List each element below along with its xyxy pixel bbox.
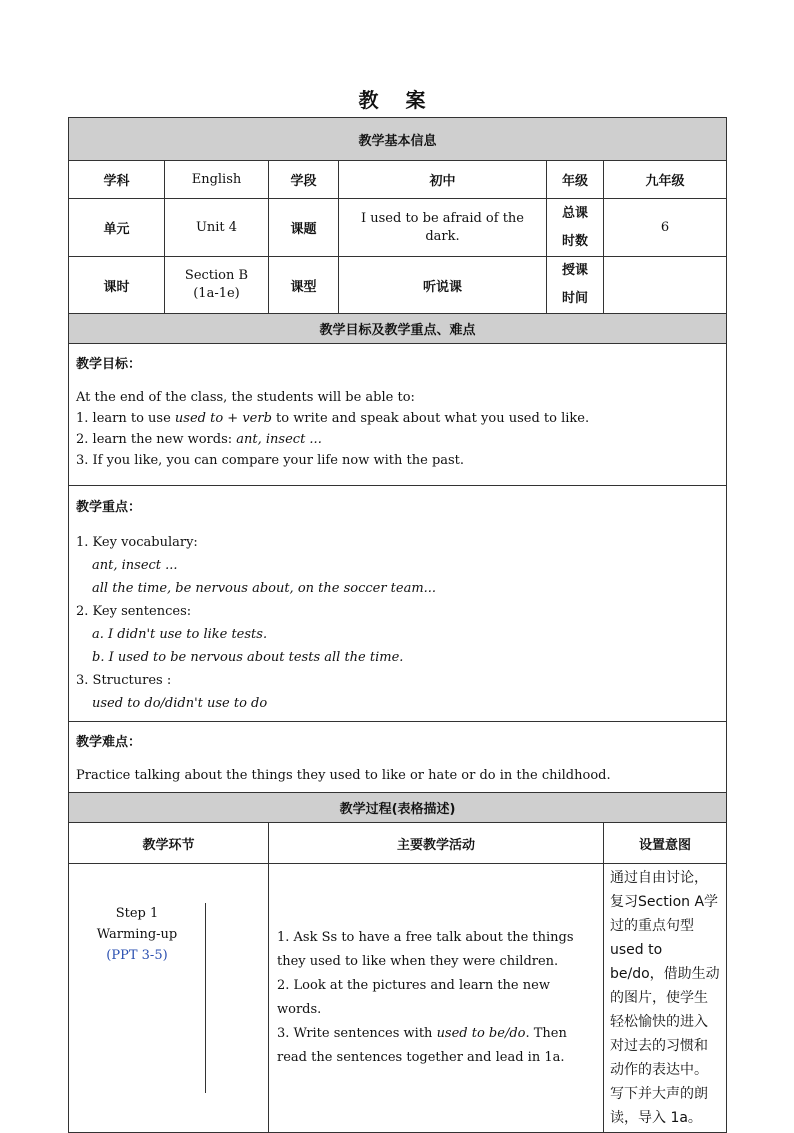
basic-info-header: 教学基本信息 [69, 118, 727, 161]
stage-label: 学段 [269, 161, 339, 199]
step1-activities [269, 864, 604, 1133]
step1-activity-1: 1. Ask Ss to have a free talk about the things they used to like when they were children. [277, 930, 574, 969]
step1-intent: 通过自由讨论，复习Section A学过的重点句型 used to be/do，借助生动的图片，使学生轻松愉快的进入对过去的习惯和动作的表达中。写下并大声的朗读，导入 1a。 [604, 864, 727, 1133]
total-hours-label-line1: 总课 [561, 205, 588, 221]
objectives-section [69, 344, 727, 486]
col-intent-header: 设置意图 [604, 823, 727, 864]
class-time-value [604, 257, 727, 314]
step1-activity-3: 3. Write sentences with used to be/do. Then read the sentences together and lead in 1a. [277, 1026, 567, 1065]
grade-label: 年级 [547, 161, 604, 199]
step1-activity-2: 2. Look at the pictures and learn the new words. [277, 978, 550, 1017]
page-title: 教 案 [358, 88, 436, 112]
unit-label: 单元 [69, 199, 165, 257]
lesson-value-line2: (1a-1e) [193, 286, 240, 301]
total-hours-label [547, 199, 604, 257]
step1-ppt: (PPT 3-5) [106, 948, 168, 963]
key-points-heading: 教学重点： [76, 500, 142, 515]
sentence-b: b. I used to be nervous about tests all the time. [92, 650, 404, 665]
lesson-plan-table [68, 117, 727, 1133]
step1-name: Step 1 [115, 906, 159, 921]
total-hours-value: 6 [604, 199, 727, 257]
topic-value: I used to be afraid of the dark. [339, 199, 547, 257]
difficulty-text: Practice talking about the things they used to like or hate or do in the childhood. [76, 768, 611, 783]
grade-value: 九年级 [604, 161, 727, 199]
lesson-value-line1: Section B [184, 268, 249, 283]
difficulty-heading: 教学难点： [76, 735, 142, 750]
total-hours-label-line2: 时数 [561, 233, 588, 249]
step1-cell [69, 864, 269, 1133]
objectives-heading: 教学目标： [76, 357, 142, 372]
class-time-label-line1: 授课 [561, 263, 588, 278]
key-points-section [69, 486, 727, 722]
unit-value: Unit 4 [165, 199, 269, 257]
objectives-intro: At the end of the class, the students will be able to: [76, 390, 415, 405]
class-time-label [547, 257, 604, 314]
structure-line-1: used to do/didn't use to do [92, 696, 268, 711]
goals-header: 教学目标及教学重点、难点 [69, 314, 727, 344]
vocab-label: 1. Key vocabulary: [76, 535, 198, 550]
process-header: 教学过程(表格描述) [69, 793, 727, 823]
sentence-a: a. I didn't use to like tests. [92, 627, 268, 642]
type-value: 听说课 [339, 257, 547, 314]
difficulty-section [69, 722, 727, 793]
objective-item-2: 2. learn the new words: ant, insect ... [76, 432, 322, 447]
lesson-label: 课时 [69, 257, 165, 314]
objective-item-1: 1. learn to use used to + verb to write and speak about what you used to like. [76, 411, 590, 426]
step1-stage [69, 903, 205, 1093]
structures-label: 3. Structures : [76, 673, 172, 688]
subject-value: English [165, 161, 269, 199]
objective-item-3: 3. If you like, you can compare your life now with the past. [76, 453, 465, 468]
col-activity-header: 主要教学活动 [269, 823, 604, 864]
type-label: 课型 [269, 257, 339, 314]
vocab-line-2: all the time, be nervous about, on the soccer team... [92, 581, 437, 596]
step1-label: Warming-up [96, 927, 178, 942]
sentences-label: 2. Key sentences: [76, 604, 192, 619]
col-stage-header: 教学环节 [69, 823, 269, 864]
class-time-label-line2: 时间 [561, 291, 588, 306]
topic-label: 课题 [269, 199, 339, 257]
lesson-value [165, 257, 269, 314]
vocab-line-1: ant, insect ... [92, 558, 178, 573]
stage-value: 初中 [339, 161, 547, 199]
subject-label: 学科 [69, 161, 165, 199]
